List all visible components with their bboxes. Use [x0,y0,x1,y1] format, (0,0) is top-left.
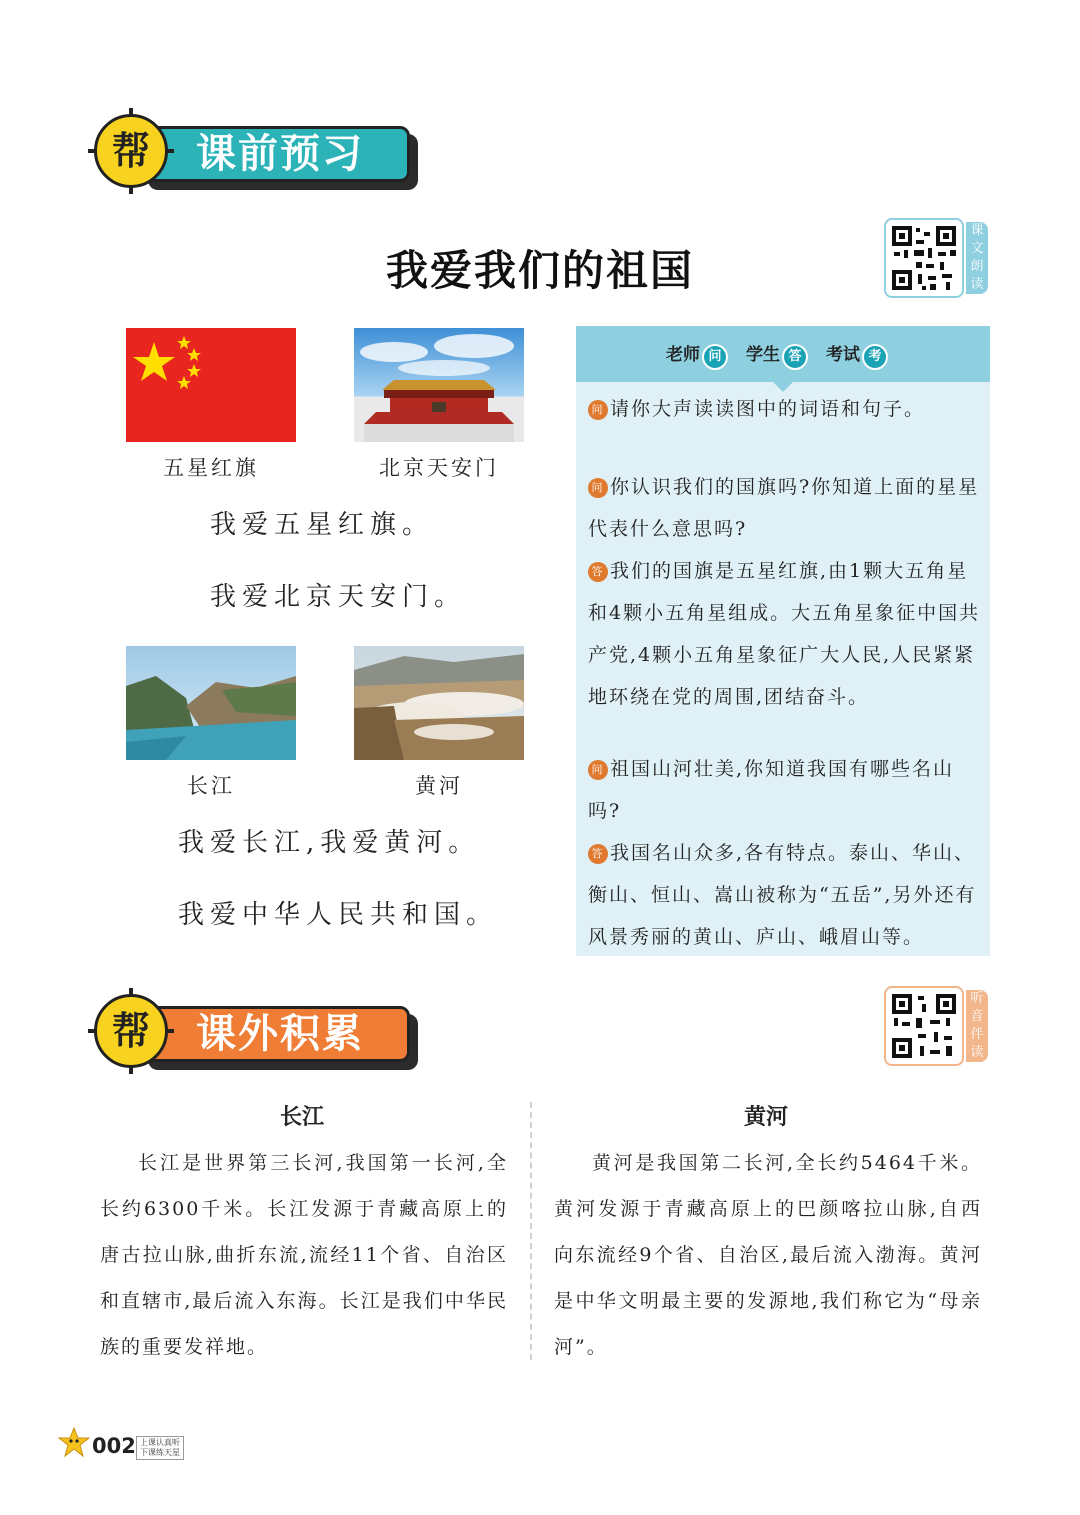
section-banner-extra [88,988,420,1074]
section-title: 课前预习 [196,131,364,177]
exam-icon: 考 [862,344,888,370]
column-divider [530,1102,532,1360]
footer-slogan: 上课认真听 下课练天星 [136,1436,184,1460]
qr-icon [886,988,962,1064]
ask-icon: 问 [702,344,728,370]
page-title: 我爱我们的祖国 [385,246,694,295]
qr-icon [886,220,962,296]
article-body-yellow-river: 黄河是我国第二长河,全长约5464千米。黄河发源于青藏高原上的巴颜喀拉山脉,自西向东流经9个省、自治区,最后流入渤海。黄河是中华文明最主要的发源地,我们称它为“母亲河”。 [554,1152,982,1358]
article-title-yellow-river: 黄河 [743,1105,788,1130]
qr-code-reading[interactable] [884,218,988,298]
question-mark-icon: 问 [588,478,608,498]
reading-line: 我爱中华人民共和国。 [178,900,499,930]
article-title-yangtze: 长江 [279,1105,324,1130]
question-3: 问 祖国山河壮美,你知道我国有哪些名山吗? [588,758,955,822]
answer-mark-icon: 答 [588,844,608,864]
caption-yangtze: 长江 [187,774,235,798]
qr-code-listening[interactable] [884,986,988,1066]
qr-tag: 听音伴读 [966,990,988,1062]
reading-line: 我爱长江,我爱黄河。 [178,828,481,858]
reading-line: 我爱五星红旗。 [210,510,435,540]
caption-yellow-river: 黄河 [415,774,463,798]
header-exam: 考试 考 [826,340,888,370]
yangtze-image [126,646,296,760]
section-title: 课外积累 [196,1011,364,1057]
qa-panel-header [576,326,990,382]
question-mark-icon: 问 [588,760,608,780]
answer-2: 答 我们的国旗是五星红旗,由1颗大五角星和4颗小五角星组成。大五角星象征中国共产党,4颗小五角星象征广大人民,人民紧紧地环绕在党的周围,团结奋斗。 [588,560,981,708]
yellow-river-image [354,646,524,760]
answer-icon: 答 [782,344,808,370]
qr-tag: 课文朗读 [966,222,988,294]
question-mark-icon: 问 [588,400,608,420]
bang-badge: 帮 [94,994,168,1068]
article-body-yangtze: 长江是世界第三长河,我国第一长河,全长约6300千米。长江发源于青藏高原上的唐古拉山脉,曲折东流,流经11个省、自治区和直辖市,最后流入东海。长江是我们中华民族的重要发祥地。 [100,1152,508,1358]
header-teacher: 老师 问 [666,340,728,370]
page-number: 002 [92,1434,136,1458]
answer-mark-icon: 答 [588,562,608,582]
answer-3: 答 我国名山众多,各有特点。泰山、华山、衡山、恒山、嵩山被称为“五岳”,另外还有风景秀丽的黄山、庐山、峨眉山等。 [588,842,977,948]
question-2: 问 你认识我们的国旗吗?你知道上面的星星代表什么意思吗? [588,476,980,540]
section-banner-preview [88,108,420,194]
caption-tiananmen: 北京天安门 [379,456,499,480]
reading-line: 我爱北京天安门。 [210,582,467,612]
mascot-icon [58,1426,90,1460]
tiananmen-image [354,328,524,442]
caption-flag: 五星红旗 [163,456,259,480]
bang-badge: 帮 [94,114,168,188]
header-student: 学生 答 [746,340,808,370]
flag-image [126,328,296,442]
question-1: 问 请你大声读读图中的词语和句子。 [588,388,984,430]
qa-panel [576,326,990,956]
